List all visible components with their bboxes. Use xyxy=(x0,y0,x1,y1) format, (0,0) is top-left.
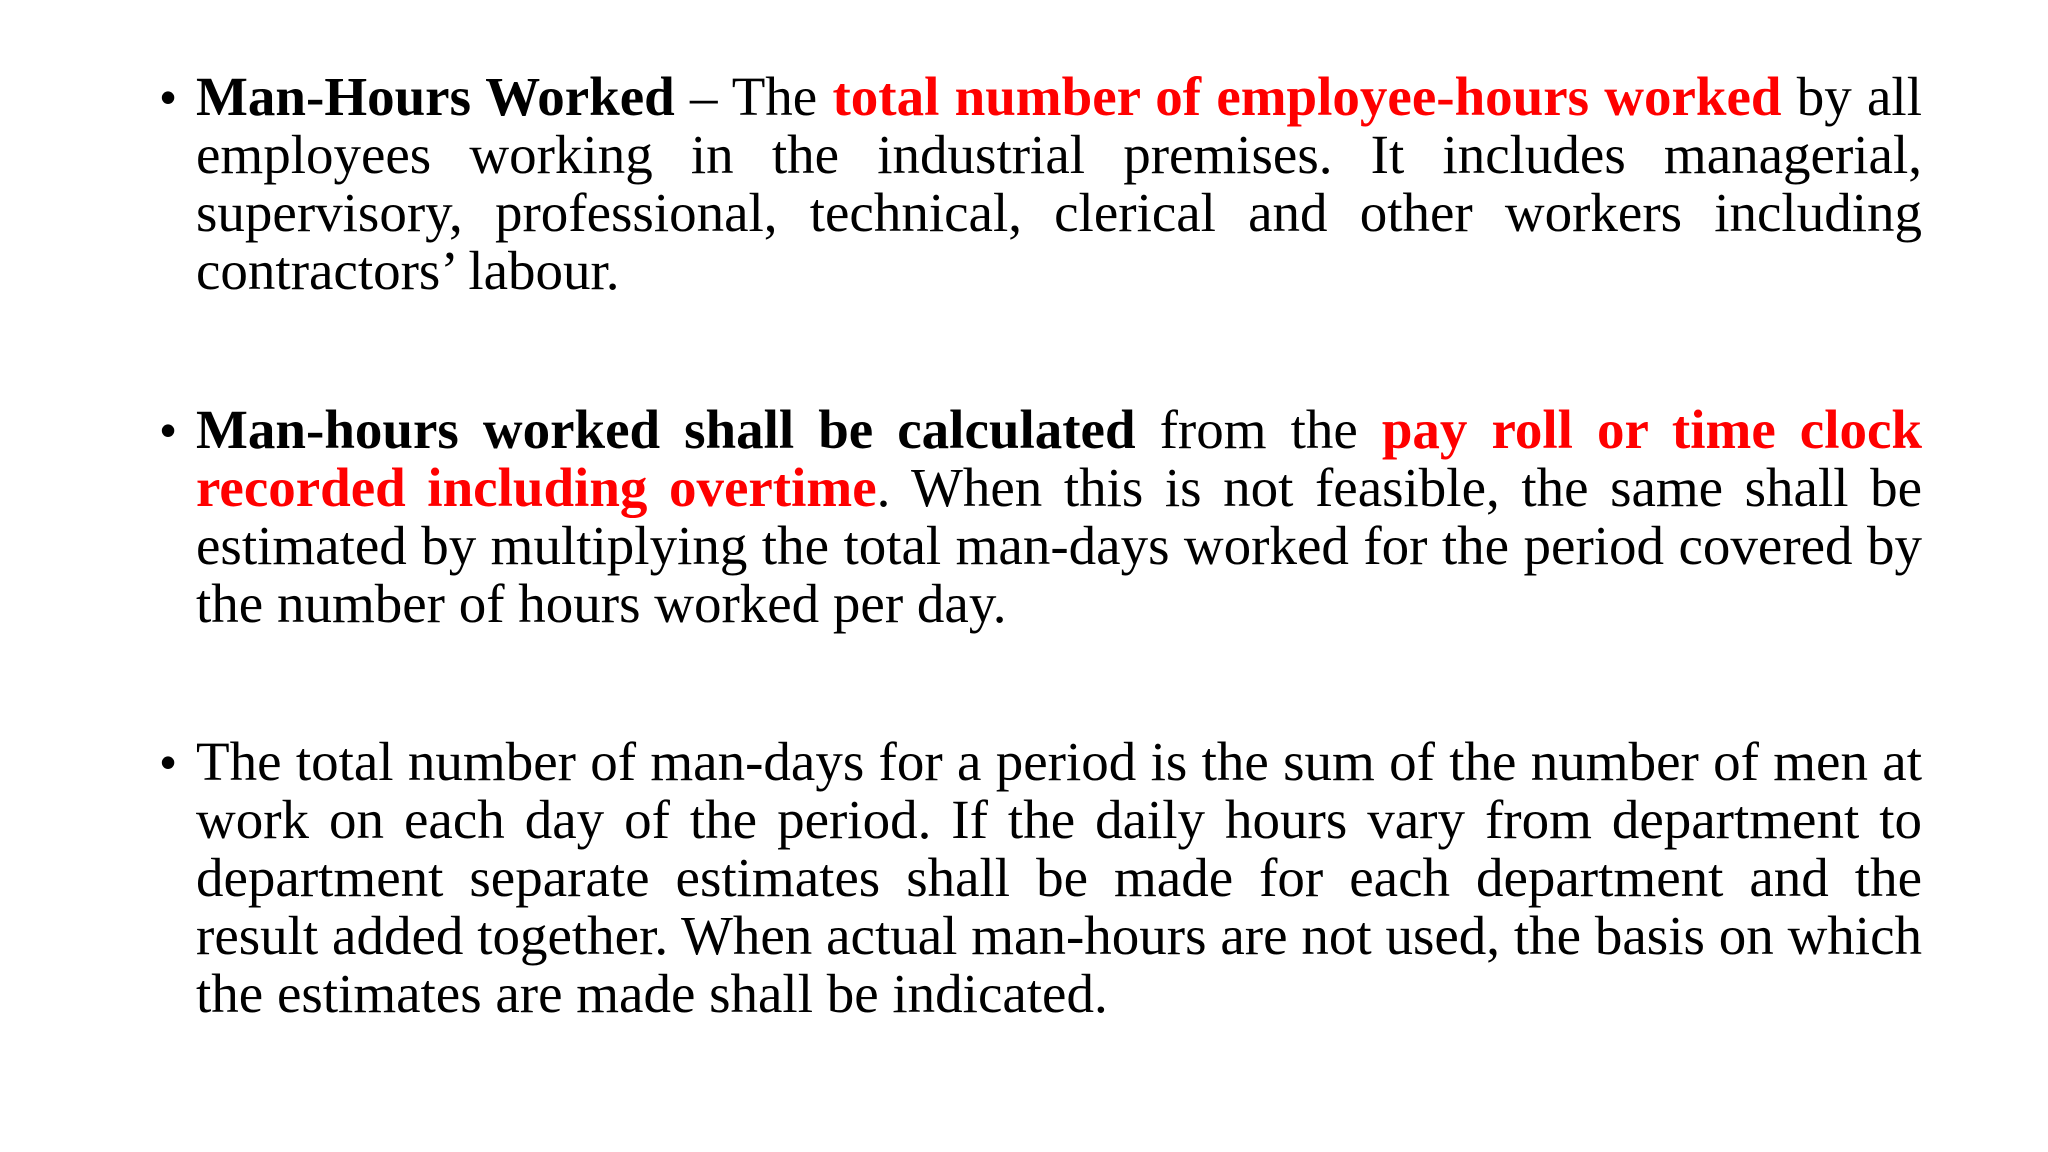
bullet-icon: • xyxy=(160,736,177,788)
highlighted-phrase: pay roll or time clock recorded including overtime xyxy=(196,399,1922,518)
highlighted-phrase: total number of employee-hours worked xyxy=(832,66,1782,127)
bullet-man-hours-worked xyxy=(160,68,1922,300)
bullet-paragraph xyxy=(196,68,1922,300)
text-segment: from the xyxy=(1135,399,1382,460)
bullet-icon: • xyxy=(160,71,177,123)
text-segment: . When this is not feasible, the same shall be estimated by multiplying the total man-days worked for the period covered by the number of hours worked per day. xyxy=(196,457,1923,634)
term-heading: Man-Hours Worked xyxy=(196,66,675,127)
text-segment: by all employees working in the industrial premises. It includes managerial, supervisory, professional, technical, clerical and other workers including contractors’ labour. xyxy=(196,66,1922,301)
bullet-icon: • xyxy=(160,404,177,456)
bullet-paragraph xyxy=(196,401,1922,633)
text-segment: The total number of man-days for a period is the sum of the number of men at work on each day of the period. If the daily hours vary from department to department separate estimates shall be made for each department and the result added together. When actual man-hours are not used, the basis on which the estimates are made shall be indicated. xyxy=(196,731,1922,1024)
bullet-paragraph xyxy=(196,733,1922,1023)
bullet-calculation xyxy=(160,401,1922,633)
bullet-man-days xyxy=(160,733,1922,1023)
term-heading: Man-hours worked shall be calculated xyxy=(196,399,1136,460)
text-segment: – The xyxy=(674,66,833,127)
